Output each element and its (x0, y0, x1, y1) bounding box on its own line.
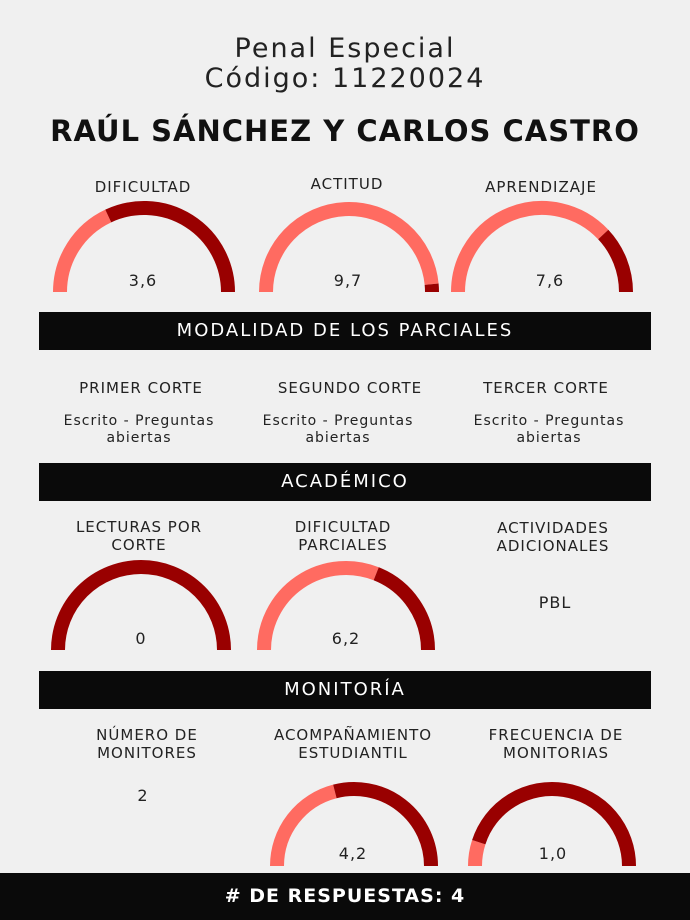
cut-mode-first (39, 413, 239, 447)
rating-value-actitud: 9,7 (333, 271, 363, 290)
readings-value: 0 (135, 629, 147, 648)
rating-label-actitud: ACTITUD (310, 175, 384, 193)
monitors-value: 2 (137, 786, 149, 805)
monitors-label-line2: MONITORES (97, 744, 197, 762)
rating-label-aprendizaje: APRENDIZAJE (485, 178, 597, 196)
support-label-line2: ESTUDIANTIL (298, 744, 408, 762)
section-bar-academic: ACADÉMICO (39, 463, 651, 501)
activities-label-line1: ACTIVIDADES (497, 519, 609, 537)
activities-label (453, 519, 653, 555)
section-bar-monitoring: MONITORÍA (39, 671, 651, 709)
frequency-label (456, 726, 656, 762)
exam-difficulty-label-line2: PARCIALES (298, 536, 388, 554)
cut-mode-second (238, 413, 438, 447)
cut-mode-first-line1: Escrito - Preguntas (63, 413, 215, 429)
cut-mode-second-line2: abiertas (305, 430, 371, 446)
cut-mode-first-line2: abiertas (106, 430, 172, 446)
gauge-frequency-fill-arc (475, 842, 479, 866)
gauge-aprendizaje-rest-arc (603, 234, 626, 292)
frequency-value: 1,0 (538, 844, 568, 863)
support-label-line1: ACOMPAÑAMIENTO (273, 726, 433, 744)
responses-footer: # DE RESPUESTAS: 4 (0, 873, 690, 920)
cut-mode-third (449, 413, 649, 447)
exam-difficulty-label (243, 518, 443, 554)
readings-label-line2: CORTE (111, 536, 167, 554)
cut-mode-third-line2: abiertas (516, 430, 582, 446)
professors-title: RAÚL SÁNCHEZ Y CARLOS CASTRO (50, 114, 640, 148)
support-value: 4,2 (338, 844, 368, 863)
readings-label-line1: LECTURAS POR (75, 518, 203, 536)
readings-label (39, 518, 239, 554)
cut-label-third: TERCER CORTE (483, 379, 609, 397)
section-bar-exams: MODALIDAD DE LOS PARCIALES (39, 312, 651, 350)
cut-label-second: SEGUNDO CORTE (277, 379, 423, 397)
support-label (253, 726, 453, 762)
cut-mode-third-line1: Escrito - Preguntas (473, 413, 625, 429)
activities-label-line2: ADICIONALES (496, 537, 610, 555)
rating-value-aprendizaje: 7,6 (535, 271, 565, 290)
rating-label-dificultad: DIFICULTAD (94, 178, 192, 196)
frequency-label-line2: MONITORIAS (503, 744, 609, 762)
monitors-label-line1: NÚMERO DE (96, 726, 198, 744)
cut-label-first: PRIMER CORTE (79, 379, 203, 397)
exam-difficulty-value: 6,2 (331, 629, 361, 648)
subject-name: Penal Especial (234, 33, 456, 64)
exam-difficulty-label-line1: DIFICULTAD (294, 518, 392, 536)
activities-value: PBL (538, 593, 572, 612)
monitors-label (47, 726, 247, 762)
rating-value-dificultad: 3,6 (128, 271, 158, 290)
frequency-label-line1: FRECUENCIA DE (488, 726, 624, 744)
cut-mode-second-line1: Escrito - Preguntas (262, 413, 414, 429)
subject-code: Código: 11220024 (204, 63, 486, 94)
